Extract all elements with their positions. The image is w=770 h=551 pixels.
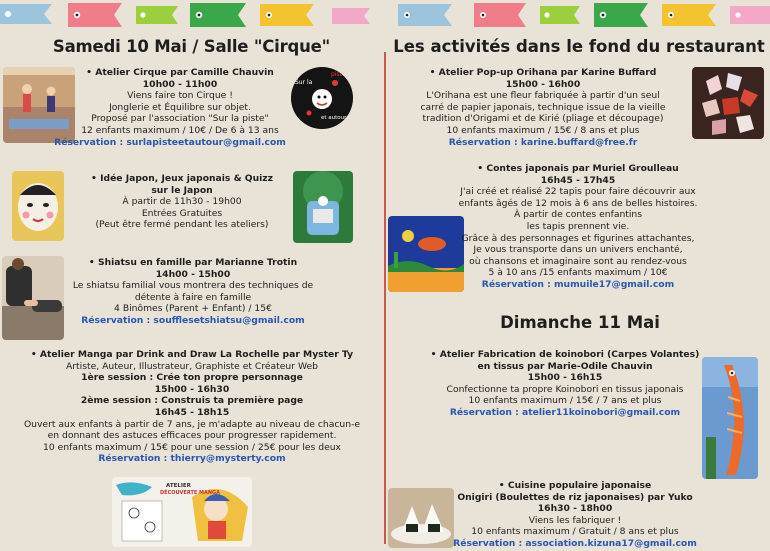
- flag-yellow: [260, 4, 314, 26]
- event-circus-reservation[interactable]: Réservation : surlapisteetautour@gmail.com: [54, 136, 286, 148]
- flag-pink-2: [474, 3, 526, 27]
- event-manga-session-1: 1ère session : Crée ton propre personnage: [81, 372, 303, 384]
- flag-green-light-2: [540, 6, 580, 24]
- event-manga-title: • Atelier Manga par Drink and Draw La Rochelle par Myster Ty: [30, 349, 354, 360]
- event-circus: [54, 67, 300, 148]
- event-japan-games-line: Entrées Gratuites: [141, 207, 223, 219]
- event-shiatsu-line: détente à faire en famille: [134, 291, 252, 303]
- event-tales-title: • Contes japonais par Muriel Groulleau: [477, 163, 679, 174]
- event-tales-line: enfants âgés de 12 mois à 6 ans de belles histoires.: [458, 197, 698, 209]
- event-shiatsu-title: • Shiatsu en famille par Marianne Trotin: [88, 257, 298, 268]
- event-manga-reservation[interactable]: Réservation : thierry@mysterty.com: [98, 453, 286, 465]
- event-koinobori-line: 10 enfants maximum / 15€ / 7 ans et plus: [468, 395, 662, 407]
- event-orihana: [398, 67, 688, 148]
- japan-mask-image: [12, 171, 64, 241]
- event-koinobori-reservation[interactable]: Réservation : atelier11koinobori@gmail.com: [449, 406, 681, 418]
- event-orihana-line: 10 enfants maximum / 15€ / 8 ans et plus: [446, 124, 640, 136]
- event-cuisine-line: 10 enfants maximum / Gratuit / 8 ans et plus: [471, 526, 679, 538]
- event-circus-line: Jonglerie et Équilibre sur objet.: [109, 101, 251, 113]
- manga-workshop-poster: [112, 477, 252, 547]
- event-tales-line: À partir de contes enfantins: [513, 209, 643, 221]
- event-orihana-time: 15h00 - 16h00: [505, 78, 581, 90]
- event-orihana-line: L'Orihana est une fleur fabriquée à partir d'un seul: [426, 90, 660, 102]
- event-cuisine-reservation[interactable]: Réservation : association.kizuna17@gmail.com: [453, 537, 697, 549]
- column-divider: [384, 52, 386, 544]
- event-tales-line: 5 à 10 ans /15 enfants maximum / 10€: [488, 267, 668, 279]
- event-shiatsu-line: Le shiatsu familial vous montrera des techniques de: [72, 280, 314, 292]
- quiz-photo: [293, 171, 353, 243]
- event-manga-line: Ouvert aux enfants à partir de 7 ans, je m'adapte au niveau de chacun-e: [23, 418, 361, 430]
- flag-blue: [0, 4, 52, 24]
- event-tales: [458, 163, 698, 291]
- story-mat-photo: [388, 216, 464, 292]
- flag-green-light: [136, 6, 178, 24]
- event-circus-time: 10h00 - 11h00: [142, 78, 218, 90]
- event-koinobori-title: • Atelier Fabrication de koinobori (Carpes Volantes): [430, 349, 700, 360]
- event-tales-line: Grâce à des personnages et figurines attachantes,: [461, 232, 695, 244]
- saturday-heading: Samedi 10 Mai / Salle "Cirque": [52, 37, 331, 56]
- event-orihana-reservation[interactable]: Réservation : karine.buffard@free.fr: [448, 136, 638, 148]
- event-manga-line: 10 enfants maximum / 15€ pour une session / 25€ pour les deux: [43, 441, 341, 453]
- event-japan-games-title: • Idée Japon, Jeux japonais & Quizz: [91, 173, 273, 184]
- logo-line-1: Sur la: [295, 79, 313, 86]
- koinobori-photo: [702, 357, 758, 479]
- event-cuisine-line: Viens les fabriquer !: [528, 514, 622, 526]
- event-tales-time: 16h45 - 17h45: [540, 174, 616, 186]
- sunday-heading: Dimanche 11 Mai: [500, 313, 660, 332]
- event-japan-games-line: À partir de 11h30 - 19h00: [122, 196, 242, 208]
- flag-pink-light: [332, 8, 370, 24]
- event-tales-line: les tapis prennent vie.: [526, 220, 630, 232]
- flag-pink-light-2: [730, 6, 770, 24]
- event-manga-line: en donnant des astuces efficaces pour progresser rapidement.: [47, 430, 337, 442]
- sur-la-piste-logo: [291, 67, 353, 129]
- shiatsu-photo: [2, 256, 64, 340]
- event-circus-line: Proposé par l'association "Sur la piste": [91, 113, 269, 125]
- manga-poster-line-1: ATELIER: [166, 483, 191, 489]
- event-shiatsu-reservation[interactable]: Réservation : soufflesetshiatsu@gmail.com: [81, 314, 305, 326]
- event-tales-line: Je vous transporte dans un univers enchanté,: [473, 244, 683, 256]
- event-cuisine-title-2: Onigiri (Boulettes de riz japonaises) par Yuko: [457, 491, 693, 503]
- event-japan-games-title-2: sur le Japon: [151, 184, 213, 196]
- flag-yellow-2: [662, 4, 716, 26]
- koinobori-banner: [0, 0, 770, 34]
- event-shiatsu: [58, 257, 328, 327]
- event-manga-subtitle: Artiste, Auteur, Illustrateur, Graphiste et Créateur Web: [66, 360, 318, 372]
- event-manga: [4, 349, 380, 465]
- event-manga-time-2: 16h45 - 18h15: [154, 406, 230, 418]
- event-koinobori-time: 15h00 - 16h15: [527, 372, 603, 384]
- event-orihana-line: tradition d'Origami et de Kirié (pliage et découpage): [422, 113, 664, 125]
- logo-line-2: piste: [331, 71, 346, 78]
- event-circus-line: 12 enfants maximum / 10€ / De 6 à 13 ans: [81, 124, 279, 136]
- logo-line-3: et autour: [321, 115, 347, 121]
- flag-blue-2: [398, 4, 452, 26]
- event-tales-line: J'ai créé et réalisé 22 tapis pour faire découvrir aux: [460, 186, 696, 198]
- flag-pink: [68, 3, 122, 27]
- event-koinobori-line: Confectionne ta propre Koinobori en tissus japonais: [446, 383, 684, 395]
- event-cuisine: [452, 480, 698, 550]
- event-orihana-line: carré de papier japonais, technique issue de la vieille: [420, 101, 666, 113]
- event-koinobori-title-2: en tissus par Marie-Odile Chauvin: [477, 360, 653, 372]
- event-koinobori: [428, 349, 702, 419]
- event-orihana-title: • Atelier Pop-up Orihana par Karine Buffard: [429, 67, 657, 78]
- event-manga-time-1: 15h00 - 16h30: [154, 383, 230, 395]
- restaurant-heading: Les activités dans le fond du restaurant: [393, 37, 765, 56]
- flag-green: [190, 3, 246, 27]
- origami-flowers-photo: [692, 67, 764, 139]
- event-cuisine-time: 16h30 - 18h00: [537, 503, 613, 515]
- manga-poster-line-2: DÉCOUVERTE MANGA: [160, 490, 221, 496]
- event-circus-title: • Atelier Cirque par Camille Chauvin: [86, 67, 274, 78]
- event-circus-line: Viens faire ton Cirque !: [127, 90, 233, 102]
- event-cuisine-title: • Cuisine populaire japonaise: [498, 480, 652, 491]
- onigiri-photo: [388, 488, 454, 548]
- flag-green-2: [594, 3, 648, 27]
- event-japan-games-line: (Peut être fermé pendant les ateliers): [95, 219, 269, 231]
- event-tales-line: où chansons et imaginaire sont au rendez-vous: [469, 255, 687, 267]
- event-manga-session-2: 2ème session : Construis ta première page: [80, 395, 304, 407]
- event-japan-games: [72, 173, 292, 231]
- event-shiatsu-time: 14h00 - 15h00: [155, 268, 231, 280]
- event-tales-reservation[interactable]: Réservation : mumuile17@gmail.com: [481, 278, 675, 290]
- event-shiatsu-line: 4 Binômes (Parent + Enfant) / 15€: [114, 303, 272, 315]
